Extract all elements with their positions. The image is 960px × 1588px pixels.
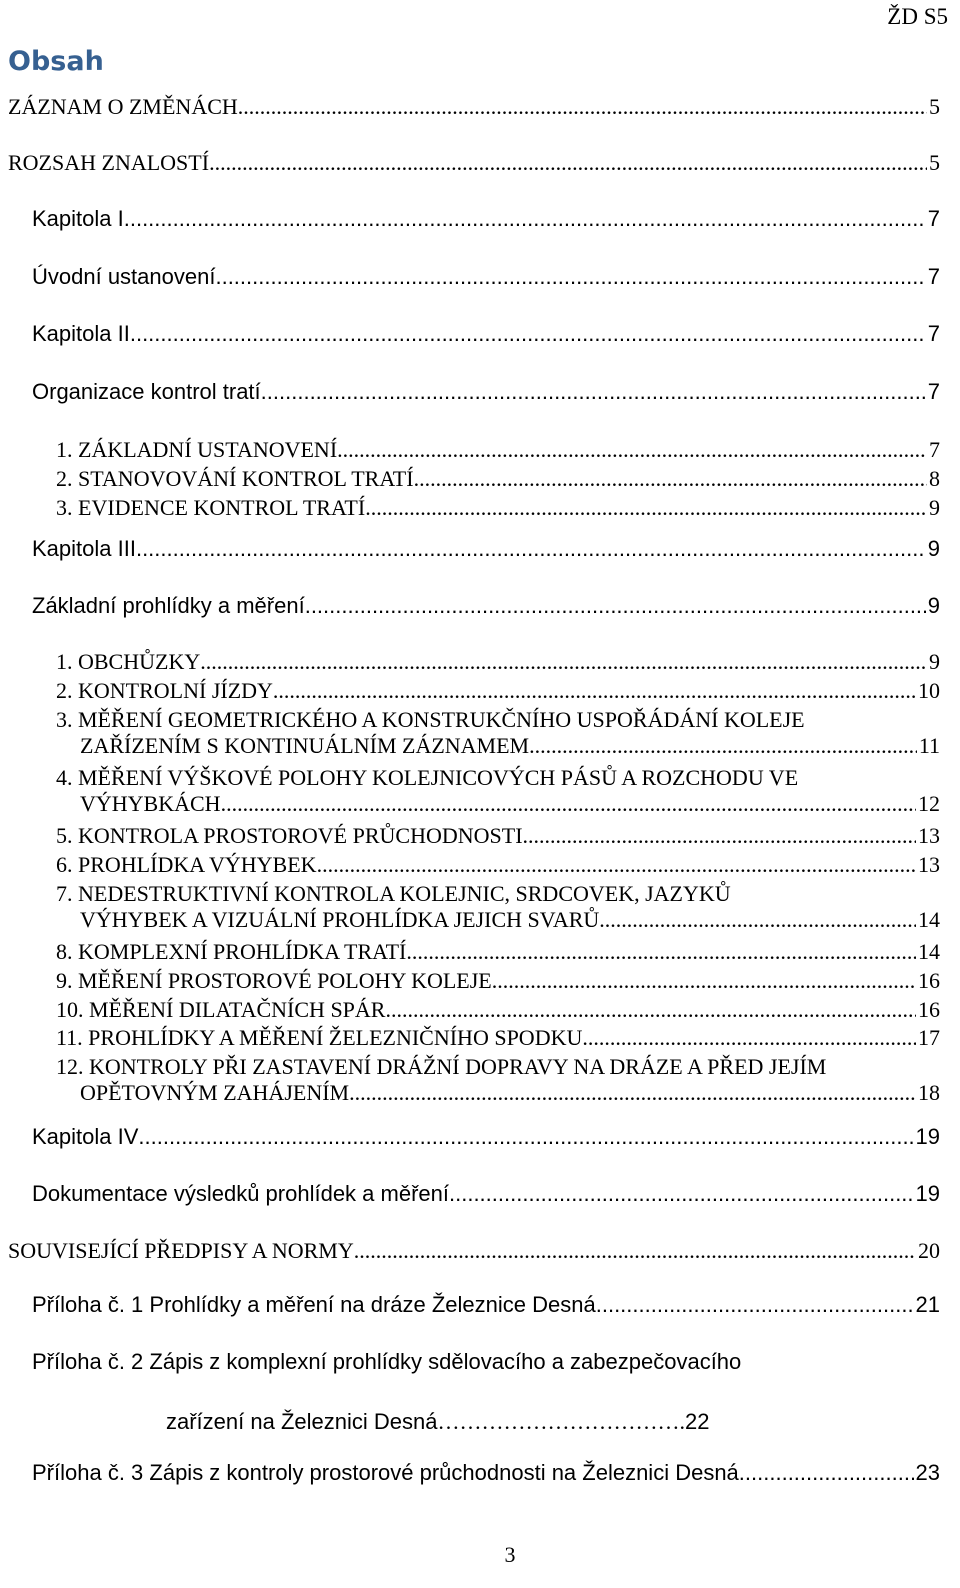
toc-page: 12 (918, 791, 940, 816)
toc-label-line-1: 3. MĚŘENÍ GEOMETRICKÉHO A KONSTRUKČNÍHO USPOŘÁDÁNÍ KOLEJE (56, 707, 805, 732)
toc-label: ROZSAH ZNALOSTÍ (8, 150, 210, 175)
toc-label-line-1: 12. KONTROLY PŘI ZASTAVENÍ DRÁŽNÍ DOPRAVY NA DRÁZE A PŘED JEJÍM (56, 1054, 827, 1079)
dot-leader (599, 907, 916, 933)
toc-page: 9 (929, 495, 940, 520)
toc-label: Úvodní ustanovení (32, 264, 216, 289)
toc-label: Organizace kontrol tratí (32, 379, 261, 404)
toc-entry-kontrolni-jizdy[interactable] (0, 678, 940, 704)
toc-page: 5 (929, 150, 940, 175)
toc-label: OPĚTOVNÝM ZAHÁJENÍM (80, 1080, 350, 1105)
toc-page: 7 (927, 264, 940, 289)
toc-page: 14 (918, 939, 940, 964)
toc-entry-kapitola-3[interactable] (0, 536, 940, 562)
toc-entry-dilatacni-spary[interactable] (0, 997, 940, 1023)
toc-entry-zakladni-ustanoveni[interactable] (0, 437, 940, 463)
toc-label: 2. STANOVOVÁNÍ KONTROL TRATÍ (56, 466, 414, 491)
toc-page: 22 (684, 1409, 710, 1434)
toc-entry-kontroly-pri-zastaveni[interactable] (0, 1054, 940, 1106)
dot-leader (138, 1124, 913, 1150)
toc-page: 9 (929, 649, 940, 674)
toc-page: 8 (929, 466, 940, 491)
toc-page: 9 (927, 593, 940, 618)
toc-label: 11. PROHLÍDKY A MĚŘENÍ ŽELEZNIČNÍHO SPODKU (56, 1025, 583, 1050)
toc-entry-zeleznicni-spodek[interactable] (0, 1025, 940, 1051)
toc-label: ZÁZNAM O ZMĚNÁCH (8, 94, 238, 119)
dot-leader (136, 536, 926, 562)
dot-leader (317, 852, 916, 878)
toc-label-line-2 (0, 791, 940, 817)
toc-page: 10 (918, 678, 940, 703)
toc-label: 6. PROHLÍDKA VÝHYBEK (56, 852, 317, 877)
ellipsis-leader: ……………………………. (437, 1409, 685, 1434)
toc-page: 7 (927, 206, 940, 231)
toc-label: 2. KONTROLNÍ JÍZDY (56, 678, 273, 703)
toc-label: Příloha č. 1 Prohlídky a měření na dráze Železnice Desná (32, 1292, 596, 1317)
toc-label: 1. OBCHŮZKY (56, 649, 201, 674)
toc-entry-mereni-prostorove-polohy[interactable] (0, 968, 940, 994)
toc-title: Obsah (8, 46, 104, 77)
toc-entry-stanovovani[interactable] (0, 466, 940, 492)
dot-leader (261, 379, 926, 405)
toc-label: Kapitola I (32, 206, 124, 231)
dot-leader (221, 791, 916, 817)
toc-page: 7 (927, 321, 940, 346)
toc-entry-komplexni-prohlidka[interactable] (0, 939, 940, 965)
page-number: 3 (504, 1542, 516, 1567)
toc-page: 11 (918, 733, 940, 758)
toc-page: 19 (915, 1181, 940, 1206)
toc-page: 7 (927, 379, 940, 404)
dot-leader (529, 733, 917, 759)
dot-leader (209, 150, 927, 176)
toc-entry-priloha-3[interactable] (0, 1460, 940, 1486)
toc-label-line-1: Příloha č. 2 Zápis z komplexní prohlídky sdělovacího a zabezpečovacího (32, 1349, 742, 1374)
toc-page: 20 (918, 1238, 940, 1263)
toc-entry-kapitola-2[interactable] (0, 321, 940, 347)
toc-label: 8. KOMPLEXNÍ PROHLÍDKA TRATÍ (56, 939, 407, 964)
dot-leader (449, 1181, 914, 1207)
toc-entry-priloha-1[interactable] (0, 1292, 940, 1318)
toc-label: Kapitola II (32, 321, 130, 346)
dot-leader (582, 1025, 916, 1051)
toc-label: VÝHYBEK A VIZUÁLNÍ PROHLÍDKA JEJICH SVARŮ (80, 907, 600, 932)
toc-label: Dokumentace výsledků prohlídek a měření (32, 1181, 449, 1206)
toc-page: 19 (915, 1124, 940, 1149)
dot-leader (238, 94, 927, 120)
toc-page: 9 (927, 536, 940, 561)
toc-label: 5. KONTROLA PROSTOROVÉ PRŮCHODNOSTI (56, 823, 523, 848)
dot-leader (130, 321, 926, 347)
toc-page: 13 (918, 823, 940, 848)
toc-page: 17 (918, 1025, 940, 1050)
toc-label: Příloha č. 3 Zápis z kontroly prostorové průchodnosti na Železnici Desná (32, 1460, 739, 1485)
toc-entry-rozsah[interactable] (0, 150, 940, 176)
toc-label: Základní prohlídky a měření (32, 593, 305, 618)
toc-label: 9. MĚŘENÍ PROSTOROVÉ POLOHY KOLEJE (56, 968, 492, 993)
toc-label: zařízení na Železnici Desná (166, 1409, 438, 1434)
toc-entry-zaznam[interactable] (0, 94, 940, 120)
toc-label-line-2 (0, 1409, 940, 1435)
toc-entry-dokumentace[interactable] (0, 1181, 940, 1207)
dot-leader (492, 968, 916, 994)
dot-leader (337, 437, 927, 463)
toc-page: 14 (918, 907, 940, 932)
dot-leader (349, 1080, 916, 1106)
dot-leader (200, 649, 927, 675)
dot-leader (739, 1460, 914, 1486)
toc-page: 5 (929, 94, 940, 119)
dot-leader (215, 264, 925, 290)
toc-entry-kontrola-pruchodnosti[interactable] (0, 823, 940, 849)
toc-label-line-1: 7. NEDESTRUKTIVNÍ KONTROLA KOLEJNIC, SRDCOVEK, JAZYKŮ (56, 881, 731, 906)
toc-entry-zakladni-prohlidky[interactable] (0, 593, 940, 619)
toc-entry-souvisejici-predpisy[interactable] (0, 1238, 940, 1264)
toc-page: 16 (918, 997, 940, 1022)
toc-page: 18 (918, 1080, 940, 1105)
toc-entry-evidence[interactable] (0, 495, 940, 521)
toc-entry-kapitola-1[interactable] (0, 206, 940, 232)
toc-label-line-2 (0, 733, 940, 759)
toc-entry-priloha-2[interactable] (0, 1349, 940, 1435)
dot-leader (596, 1292, 914, 1318)
dot-leader (385, 997, 916, 1023)
toc-label: Kapitola III (32, 536, 136, 561)
toc-label: 10. MĚŘENÍ DILATAČNÍCH SPÁR (56, 997, 386, 1022)
toc-label: 1. ZÁKLADNÍ USTANOVENÍ (56, 437, 338, 462)
toc-entry-kapitola-4[interactable] (0, 1124, 940, 1150)
toc-entry-nedestruktivni-kontrola[interactable] (0, 881, 940, 933)
toc-entry-prohlidka-vyhybek[interactable] (0, 852, 940, 878)
toc-label: VÝHYBKÁCH (80, 791, 221, 816)
dot-leader (273, 678, 916, 704)
toc-page: 16 (918, 968, 940, 993)
dot-leader (305, 593, 926, 619)
toc-label: Kapitola IV (32, 1124, 139, 1149)
toc-page: 21 (915, 1292, 940, 1317)
toc-entry-organizace[interactable] (0, 379, 940, 405)
toc-label: SOUVISEJÍCÍ PŘEDPISY A NORMY (8, 1238, 354, 1263)
toc-entry-uvodni[interactable] (0, 264, 940, 290)
dot-leader (354, 1238, 916, 1264)
toc-entry-obchuzky[interactable] (0, 649, 940, 675)
document-code-header: ŽD S5 (887, 4, 948, 29)
toc-label-line-2 (0, 907, 940, 933)
dot-leader (365, 495, 927, 521)
toc-page: 23 (915, 1460, 940, 1485)
toc-label-line-2 (0, 1080, 940, 1106)
toc-label: 3. EVIDENCE KONTROL TRATÍ (56, 495, 366, 520)
dot-leader (414, 466, 927, 492)
dot-leader (406, 939, 916, 965)
dot-leader (523, 823, 916, 849)
toc-page: 13 (918, 852, 940, 877)
toc-entry-mereni-geometrickeho[interactable] (0, 707, 940, 759)
toc-page: 7 (929, 437, 940, 462)
toc-entry-mereni-vyskove[interactable] (0, 765, 940, 817)
toc-label: ZAŘÍZENÍM S KONTINUÁLNÍM ZÁZNAMEM (80, 733, 530, 758)
dot-leader (124, 206, 926, 232)
toc-label-line-1: 4. MĚŘENÍ VÝŠKOVÉ POLOHY KOLEJNICOVÝCH PÁSŮ A ROZCHODU VE (56, 765, 799, 790)
